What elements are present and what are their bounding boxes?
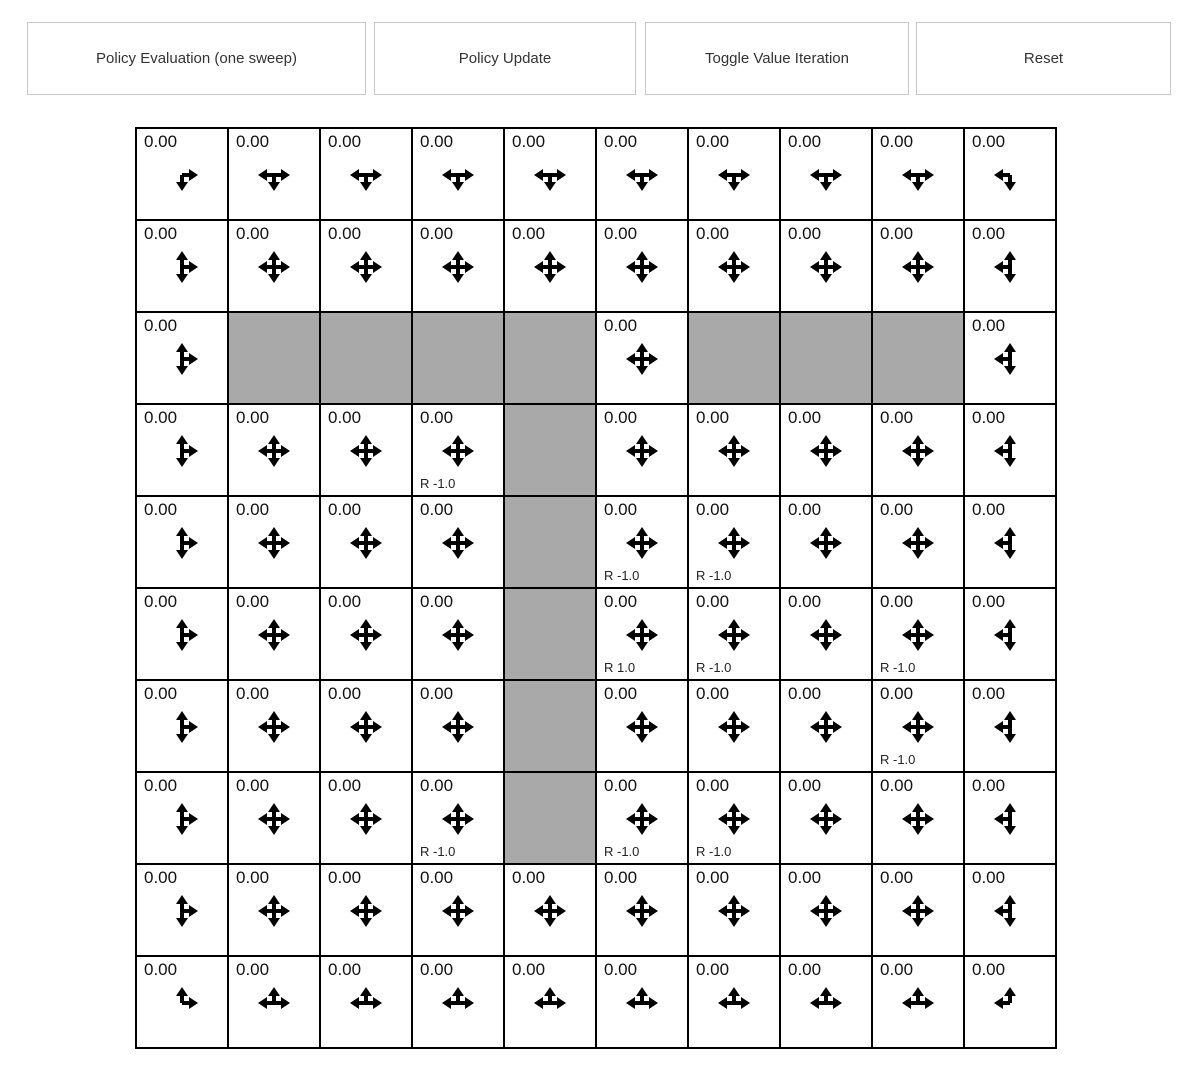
grid-cell — [964, 588, 1056, 680]
cell-value: 0.00 — [972, 316, 1006, 335]
grid-wall-cell — [504, 772, 596, 864]
grid-cell — [596, 956, 688, 1048]
policy-arrows-icon — [440, 985, 476, 1021]
grid-cell — [412, 220, 504, 312]
cell-value: 0.00 — [604, 960, 638, 979]
grid-cell — [688, 680, 780, 772]
grid-wall-cell — [872, 312, 964, 404]
policy-arrows-icon — [992, 433, 1028, 469]
policy-arrows-icon — [532, 249, 568, 285]
cell-reward: R -1.0 — [880, 660, 916, 675]
cell-value: 0.00 — [236, 500, 270, 519]
policy-arrows-icon — [716, 617, 752, 653]
policy-arrows-icon — [716, 525, 752, 561]
cell-value: 0.00 — [420, 868, 454, 887]
grid-cell — [596, 864, 688, 956]
policy-arrows-icon — [256, 249, 292, 285]
policy-arrows-icon — [716, 249, 752, 285]
grid-cell — [964, 496, 1056, 588]
grid-cell — [136, 588, 228, 680]
grid-cell — [688, 404, 780, 496]
grid-cell — [136, 864, 228, 956]
cell-value: 0.00 — [236, 592, 270, 611]
policy-arrows-icon — [716, 157, 752, 193]
cell-reward: R -1.0 — [604, 844, 640, 859]
grid-cell — [228, 772, 320, 864]
cell-value: 0.00 — [696, 500, 730, 519]
cell-reward: R 1.0 — [604, 660, 636, 675]
cell-value: 0.00 — [696, 776, 730, 795]
cell-value: 0.00 — [328, 960, 362, 979]
grid-cell — [412, 956, 504, 1048]
grid-cell — [136, 128, 228, 220]
cell-value: 0.00 — [420, 132, 454, 151]
grid-cell — [136, 404, 228, 496]
policy-arrows-icon — [440, 525, 476, 561]
cell-value: 0.00 — [604, 684, 638, 703]
policy-arrows-icon — [808, 433, 844, 469]
cell-value: 0.00 — [420, 684, 454, 703]
cell-value: 0.00 — [512, 224, 546, 243]
cell-value: 0.00 — [972, 960, 1006, 979]
cell-value: 0.00 — [328, 684, 362, 703]
grid-cell — [964, 772, 1056, 864]
policy-arrows-icon — [348, 893, 384, 929]
cell-value: 0.00 — [144, 960, 178, 979]
cell-value: 0.00 — [144, 776, 178, 795]
grid-cell — [412, 588, 504, 680]
cell-value: 0.00 — [420, 500, 454, 519]
grid-cell — [780, 588, 872, 680]
policy-arrows-icon — [992, 157, 1028, 193]
grid-cell — [964, 128, 1056, 220]
policy-arrows-icon — [716, 985, 752, 1021]
policy-arrows-icon — [624, 801, 660, 837]
policy-arrows-icon — [624, 249, 660, 285]
grid-cell — [964, 404, 1056, 496]
cell-value: 0.00 — [696, 592, 730, 611]
grid-cell — [596, 680, 688, 772]
cell-value: 0.00 — [328, 500, 362, 519]
grid-cell — [688, 588, 780, 680]
grid-cell — [136, 680, 228, 772]
cell-value: 0.00 — [328, 224, 362, 243]
policy-arrows-icon — [808, 617, 844, 653]
cell-value: 0.00 — [696, 684, 730, 703]
cell-value: 0.00 — [696, 960, 730, 979]
grid-cell — [412, 496, 504, 588]
policy-arrows-icon — [348, 801, 384, 837]
grid-cell — [964, 864, 1056, 956]
cell-value: 0.00 — [144, 132, 178, 151]
cell-reward: R -1.0 — [604, 568, 640, 583]
grid-cell — [320, 496, 412, 588]
policy-arrows-icon — [256, 617, 292, 653]
policy-arrows-icon — [164, 525, 200, 561]
grid-cell — [504, 956, 596, 1048]
grid-cell — [872, 772, 964, 864]
grid-cell — [136, 956, 228, 1048]
grid-cell — [596, 772, 688, 864]
grid-wall-cell — [504, 680, 596, 772]
policy-arrows-icon — [624, 341, 660, 377]
policy-arrows-icon — [992, 249, 1028, 285]
cell-value: 0.00 — [604, 316, 638, 335]
grid-cell — [228, 864, 320, 956]
toolbar — [0, 22, 1202, 95]
cell-reward: R -1.0 — [420, 476, 456, 491]
cell-value: 0.00 — [236, 132, 270, 151]
grid-cell — [872, 128, 964, 220]
policy-arrows-icon — [256, 801, 292, 837]
reset-button[interactable]: Reset — [916, 22, 1171, 95]
grid-cell — [964, 680, 1056, 772]
grid-cell — [412, 404, 504, 496]
grid-cell — [688, 956, 780, 1048]
grid-cell — [136, 772, 228, 864]
policy-arrows-icon — [348, 157, 384, 193]
grid-cell — [872, 956, 964, 1048]
grid-wall-cell — [228, 312, 320, 404]
policy-arrows-icon — [164, 617, 200, 653]
grid-cell — [688, 772, 780, 864]
cell-value: 0.00 — [328, 776, 362, 795]
grid-cell — [320, 864, 412, 956]
grid-cell — [228, 956, 320, 1048]
grid-cell — [228, 588, 320, 680]
grid-cell — [596, 128, 688, 220]
grid-cell — [596, 220, 688, 312]
policy-arrows-icon — [716, 893, 752, 929]
policy-arrows-icon — [900, 985, 936, 1021]
policy-arrows-icon — [624, 617, 660, 653]
policy-arrows-icon — [900, 525, 936, 561]
policy-arrows-icon — [348, 985, 384, 1021]
policy-arrows-icon — [256, 525, 292, 561]
cell-value: 0.00 — [972, 132, 1006, 151]
cell-value: 0.00 — [512, 132, 546, 151]
grid-cell — [320, 680, 412, 772]
cell-value: 0.00 — [144, 500, 178, 519]
policy-arrows-icon — [624, 433, 660, 469]
cell-value: 0.00 — [788, 960, 822, 979]
policy-arrows-icon — [900, 249, 936, 285]
grid-cell — [780, 680, 872, 772]
cell-value: 0.00 — [604, 592, 638, 611]
policy-arrows-icon — [440, 433, 476, 469]
grid-cell — [780, 496, 872, 588]
grid-cell — [688, 220, 780, 312]
cell-value: 0.00 — [236, 224, 270, 243]
cell-value: 0.00 — [604, 224, 638, 243]
cell-value: 0.00 — [880, 684, 914, 703]
grid-wall-cell — [780, 312, 872, 404]
cell-value: 0.00 — [236, 408, 270, 427]
cell-value: 0.00 — [880, 960, 914, 979]
cell-value: 0.00 — [696, 132, 730, 151]
policy-arrows-icon — [440, 709, 476, 745]
cell-value: 0.00 — [880, 868, 914, 887]
cell-value: 0.00 — [972, 408, 1006, 427]
policy-arrows-icon — [808, 985, 844, 1021]
policy-arrows-icon — [900, 617, 936, 653]
policy-arrows-icon — [992, 893, 1028, 929]
grid-wall-cell — [412, 312, 504, 404]
grid-cell — [872, 220, 964, 312]
grid-cell — [964, 956, 1056, 1048]
cell-value: 0.00 — [144, 316, 178, 335]
policy-arrows-icon — [716, 433, 752, 469]
grid-cell — [136, 496, 228, 588]
grid-cell — [320, 956, 412, 1048]
policy-arrows-icon — [624, 985, 660, 1021]
cell-value: 0.00 — [788, 592, 822, 611]
policy-arrows-icon — [256, 985, 292, 1021]
grid-cell — [136, 220, 228, 312]
cell-value: 0.00 — [788, 776, 822, 795]
policy-arrows-icon — [624, 157, 660, 193]
policy-arrows-icon — [164, 985, 200, 1021]
grid-cell — [504, 864, 596, 956]
grid-cell — [228, 128, 320, 220]
cell-value: 0.00 — [328, 592, 362, 611]
policy-arrows-icon — [440, 801, 476, 837]
cell-value: 0.00 — [696, 868, 730, 887]
policy-arrows-icon — [164, 433, 200, 469]
policy-arrows-icon — [716, 801, 752, 837]
cell-value: 0.00 — [972, 500, 1006, 519]
policy-arrows-icon — [992, 525, 1028, 561]
cell-value: 0.00 — [972, 776, 1006, 795]
policy-arrows-icon — [992, 617, 1028, 653]
grid-cell — [872, 496, 964, 588]
grid-cell — [320, 128, 412, 220]
cell-value: 0.00 — [788, 500, 822, 519]
policy-arrows-icon — [532, 985, 568, 1021]
cell-value: 0.00 — [236, 684, 270, 703]
cell-value: 0.00 — [420, 960, 454, 979]
cell-value: 0.00 — [420, 224, 454, 243]
cell-value: 0.00 — [972, 684, 1006, 703]
grid-wall-cell — [504, 312, 596, 404]
cell-value: 0.00 — [236, 868, 270, 887]
cell-value: 0.00 — [420, 592, 454, 611]
cell-reward: R -1.0 — [696, 568, 732, 583]
policy-arrows-icon — [256, 433, 292, 469]
cell-reward: R -1.0 — [696, 660, 732, 675]
cell-value: 0.00 — [880, 500, 914, 519]
grid-cell — [228, 680, 320, 772]
grid-cell — [780, 404, 872, 496]
grid-cell — [872, 864, 964, 956]
cell-value: 0.00 — [604, 868, 638, 887]
policy-arrows-icon — [348, 525, 384, 561]
grid-cell — [872, 404, 964, 496]
cell-value: 0.00 — [880, 776, 914, 795]
cell-reward: R -1.0 — [880, 752, 916, 767]
cell-value: 0.00 — [880, 132, 914, 151]
policy-arrows-icon — [900, 157, 936, 193]
grid-cell — [228, 404, 320, 496]
grid-cell — [412, 772, 504, 864]
grid-cell — [320, 772, 412, 864]
policy-arrows-icon — [624, 893, 660, 929]
grid-wall-cell — [504, 404, 596, 496]
cell-value: 0.00 — [880, 408, 914, 427]
grid-cell — [228, 220, 320, 312]
grid-cell — [504, 220, 596, 312]
cell-value: 0.00 — [696, 408, 730, 427]
policy-arrows-icon — [808, 893, 844, 929]
grid-cell — [688, 128, 780, 220]
policy-arrows-icon — [532, 893, 568, 929]
cell-value: 0.00 — [144, 868, 178, 887]
policy-arrows-icon — [900, 801, 936, 837]
cell-value: 0.00 — [144, 592, 178, 611]
policy-arrows-icon — [348, 709, 384, 745]
grid-cell — [412, 864, 504, 956]
grid-cell — [136, 312, 228, 404]
policy-arrows-icon — [808, 801, 844, 837]
grid-cell — [504, 128, 596, 220]
grid-cell — [596, 312, 688, 404]
policy-arrows-icon — [440, 157, 476, 193]
grid-cell — [964, 220, 1056, 312]
policy-arrows-icon — [992, 801, 1028, 837]
policy-arrows-icon — [440, 249, 476, 285]
policy-arrows-icon — [716, 709, 752, 745]
grid-cell — [320, 404, 412, 496]
cell-value: 0.00 — [788, 132, 822, 151]
cell-value: 0.00 — [604, 408, 638, 427]
policy-arrows-icon — [624, 525, 660, 561]
toggle-value-iteration-button[interactable]: Toggle Value Iteration — [645, 22, 909, 95]
policy-arrows-icon — [900, 709, 936, 745]
cell-value: 0.00 — [420, 776, 454, 795]
grid-cell — [780, 220, 872, 312]
policy-arrows-icon — [164, 249, 200, 285]
grid-cell — [412, 680, 504, 772]
cell-value: 0.00 — [512, 960, 546, 979]
policy-arrows-icon — [808, 525, 844, 561]
cell-value: 0.00 — [420, 408, 454, 427]
cell-value: 0.00 — [788, 224, 822, 243]
policy-evaluation-button[interactable]: Policy Evaluation (one sweep) — [27, 22, 366, 95]
grid-wall-cell — [688, 312, 780, 404]
policy-arrows-icon — [164, 893, 200, 929]
policy-arrows-icon — [348, 617, 384, 653]
cell-value: 0.00 — [972, 592, 1006, 611]
grid-wall-cell — [504, 496, 596, 588]
policy-arrows-icon — [256, 709, 292, 745]
grid-cell — [780, 956, 872, 1048]
grid-cell — [872, 588, 964, 680]
policy-arrows-icon — [256, 893, 292, 929]
grid-cell — [320, 588, 412, 680]
grid-cell — [596, 588, 688, 680]
grid-cell — [780, 128, 872, 220]
grid-cell — [412, 128, 504, 220]
cell-value: 0.00 — [604, 776, 638, 795]
grid-cell — [320, 220, 412, 312]
policy-arrows-icon — [348, 433, 384, 469]
cell-value: 0.00 — [696, 224, 730, 243]
cell-reward: R -1.0 — [420, 844, 456, 859]
cell-value: 0.00 — [880, 592, 914, 611]
cell-value: 0.00 — [972, 868, 1006, 887]
policy-arrows-icon — [992, 341, 1028, 377]
cell-value: 0.00 — [604, 500, 638, 519]
policy-arrows-icon — [808, 157, 844, 193]
policy-arrows-icon — [256, 157, 292, 193]
grid-cell — [780, 864, 872, 956]
cell-value: 0.00 — [236, 776, 270, 795]
cell-value: 0.00 — [328, 868, 362, 887]
policy-arrows-icon — [164, 709, 200, 745]
cell-value: 0.00 — [880, 224, 914, 243]
cell-value: 0.00 — [144, 408, 178, 427]
policy-arrows-icon — [992, 985, 1028, 1021]
policy-arrows-icon — [164, 341, 200, 377]
cell-value: 0.00 — [236, 960, 270, 979]
policy-arrows-icon — [992, 709, 1028, 745]
policy-arrows-icon — [348, 249, 384, 285]
grid-cell — [964, 312, 1056, 404]
grid-wall-cell — [320, 312, 412, 404]
cell-value: 0.00 — [788, 684, 822, 703]
cell-value: 0.00 — [788, 408, 822, 427]
cell-value: 0.00 — [328, 132, 362, 151]
policy-arrows-icon — [808, 249, 844, 285]
cell-value: 0.00 — [604, 132, 638, 151]
policy-arrows-icon — [532, 157, 568, 193]
grid-cell — [688, 864, 780, 956]
policy-update-button[interactable]: Policy Update — [374, 22, 636, 95]
gridworld-grid — [135, 127, 1057, 1049]
policy-arrows-icon — [900, 433, 936, 469]
cell-value: 0.00 — [144, 224, 178, 243]
grid-wall-cell — [504, 588, 596, 680]
policy-arrows-icon — [440, 893, 476, 929]
grid-cell — [872, 680, 964, 772]
grid-cell — [688, 496, 780, 588]
cell-value: 0.00 — [512, 868, 546, 887]
policy-arrows-icon — [900, 893, 936, 929]
cell-reward: R -1.0 — [696, 844, 732, 859]
grid-cell — [596, 404, 688, 496]
policy-arrows-icon — [808, 709, 844, 745]
grid-cell — [596, 496, 688, 588]
policy-arrows-icon — [624, 709, 660, 745]
policy-arrows-icon — [440, 617, 476, 653]
policy-arrows-icon — [164, 801, 200, 837]
policy-arrows-icon — [164, 157, 200, 193]
cell-value: 0.00 — [788, 868, 822, 887]
grid-cell — [228, 496, 320, 588]
cell-value: 0.00 — [328, 408, 362, 427]
cell-value: 0.00 — [144, 684, 178, 703]
cell-value: 0.00 — [972, 224, 1006, 243]
grid-cell — [780, 772, 872, 864]
